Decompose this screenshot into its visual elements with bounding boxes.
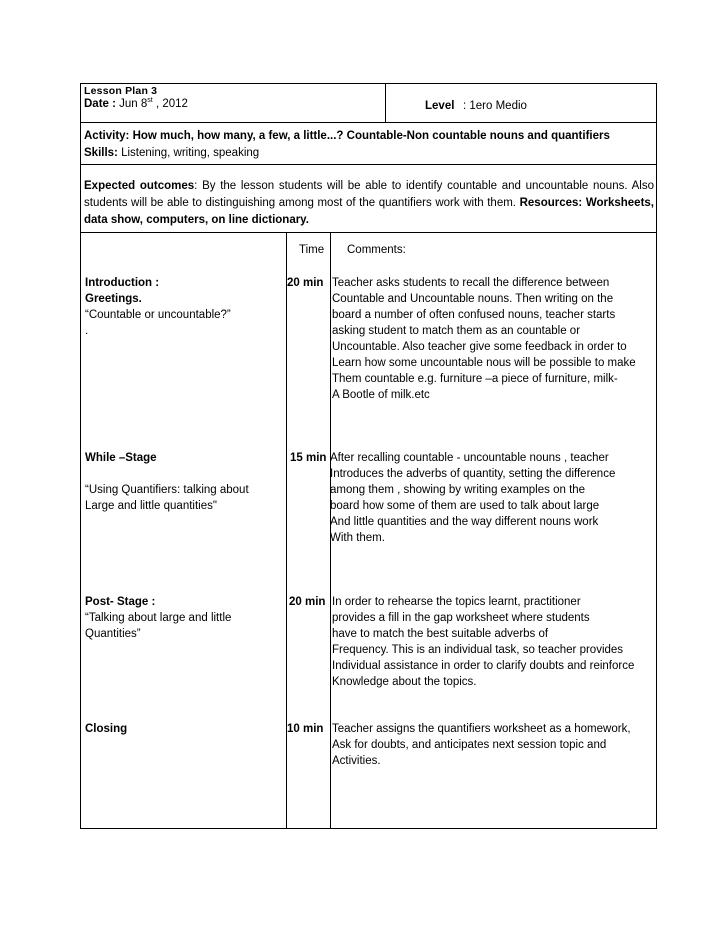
stage-post [85,594,231,642]
skills-line [84,145,259,161]
comment-line: Knowledge about the topics. [332,676,477,688]
comment-line: have to match the best suitable adverbs of [332,628,549,640]
stage-introduction [85,275,231,339]
stage-closing [85,721,127,737]
comment-line: Teacher asks students to recall the difference between [332,277,610,289]
comment-line: asking student to match them as an countable or [332,325,581,337]
divider-stage-time [286,232,287,829]
comment-line: And little quantities and the way different nouns work [330,516,599,528]
date-value: Jun 8st , 2012 [119,97,188,110]
comment-line: Frequency. This is an individual task, so teacher provides [332,644,624,656]
stage-title: Post- Stage : [85,596,156,608]
comment-line: With them. [330,532,385,544]
comment-line: After recalling countable - uncountable nouns , teacher [330,452,609,464]
comments-post [332,594,634,690]
expected-outcomes-paragraph [84,178,654,229]
comment-line: provides a fill in the gap worksheet where students [332,612,590,624]
comment-line: among them , showing by writing examples on the [330,484,586,496]
comment-line: Uncountable. Also teacher give some feedback in order to [332,341,627,353]
stage-title: While –Stage [85,452,157,464]
comment-line: Activities. [332,755,381,767]
comment-line: board how some of them are used to talk about large [330,500,600,512]
divider-outcomes [80,232,657,233]
comments-closing [332,721,631,769]
divider-level [385,83,386,122]
stage-topic: “Countable or uncountable?” [85,309,231,321]
lesson-plan-title: Lesson Plan 3 [84,85,158,97]
comment-line: Ask for doubts, and anticipates next session topic and [332,739,607,751]
time-introduction: 20 min [287,277,324,289]
stage-title: Introduction : [85,277,160,289]
comment-line: Countable and Uncountable nouns. Then writing on the [332,293,614,305]
skills-label: Skills: [84,147,118,159]
time-while: 15 min [290,452,327,464]
stage-while [85,450,249,514]
time-closing: 10 min [287,723,324,735]
comments-while [330,450,615,546]
stage-title: Closing [85,723,128,735]
comment-line: A Bootle of milk.etc [332,389,430,401]
activity-line [84,128,610,144]
comment-line: Individual assistance in order to clarify doubts and reinforce [332,660,635,672]
resources-label: Resources: [519,197,583,209]
expected-outcomes-text: : By the lesson students will be able to identify countable and uncountable nouns. Also students will be able to distinguishing among most of the quantifiers work with them. [84,180,654,209]
level-label: Level [425,100,455,112]
stage-topic: “Using Quantifiers: talking about [85,484,249,496]
skills-text: Listening, writing, speaking [121,147,260,159]
date-line [84,96,188,112]
comments-column-header: Comments: [347,244,406,256]
time-post: 20 min [289,596,326,608]
activity-label: Activity: [84,130,130,142]
comment-line: board a number of often confused nouns, teacher starts [332,309,616,321]
comment-line: Them countable e.g. furniture –a piece of furniture, milk- [332,373,618,385]
stage-topic: Quantities” [85,628,141,640]
comment-line: Introduces the adverbs of quantity, setting the difference [330,468,616,480]
comment-line: In order to rehearse the topics learnt, practitioner [332,596,581,608]
activity-text: How much, how many, a few, a little...? Countable-Non countable nouns and quantifiers [132,130,610,142]
divider-header [80,122,657,123]
comments-introduction [332,275,636,403]
resources-text: Worksheets, data show, computers, on line dictionary. [84,197,655,226]
level-value: : 1ero Medio [463,100,527,112]
expected-outcomes-label: Expected outcomes [84,180,195,192]
stage-note: . [85,325,89,337]
time-column-header: Time [299,244,325,256]
stage-spacer [85,466,249,482]
comment-line: Learn how some uncountable nous will be possible to make [332,357,636,369]
date-label: Date : [84,98,116,110]
divider-activity [80,164,657,165]
stage-topic: “Talking about large and little [85,612,232,624]
comment-line: Teacher assigns the quantifiers worksheet as a homework, [332,723,631,735]
stage-subtitle: Greetings. [85,293,142,305]
stage-topic: Large and little quantities" [85,500,217,512]
